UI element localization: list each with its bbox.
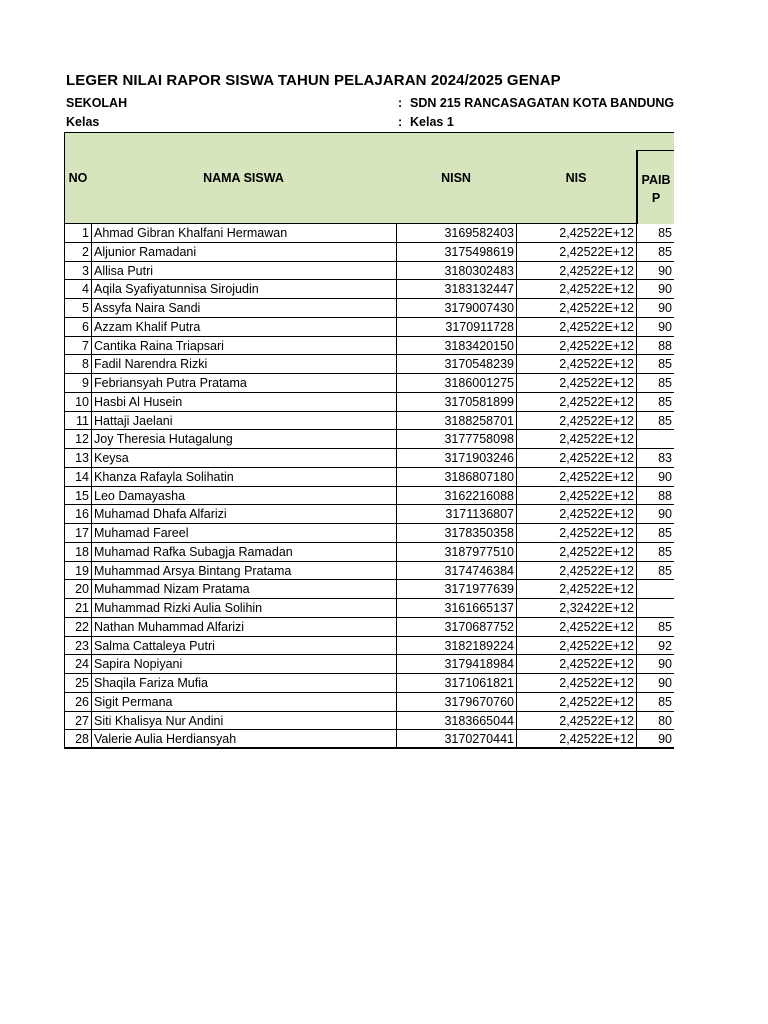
cell-no[interactable]: 21 xyxy=(64,599,92,618)
cell-no[interactable]: 16 xyxy=(64,505,92,524)
cell-paibp[interactable]: 85 xyxy=(637,562,674,581)
cell-nis[interactable]: 2,42522E+12 xyxy=(517,280,637,299)
cell-paibp[interactable] xyxy=(637,580,674,599)
cell-nis[interactable]: 2,42522E+12 xyxy=(517,262,637,281)
cell-nis[interactable]: 2,42522E+12 xyxy=(517,674,637,693)
cell-nama-siswa[interactable]: Joy Theresia Hutagalung xyxy=(92,430,397,449)
table-row xyxy=(64,543,674,562)
table-row xyxy=(64,505,674,524)
cell-nis[interactable]: 2,42522E+12 xyxy=(517,299,637,318)
cell-nama-siswa[interactable]: Leo Damayasha xyxy=(92,487,397,506)
table-row xyxy=(64,430,674,449)
cell-nisn[interactable]: 3170581899 xyxy=(397,393,517,412)
cell-no[interactable]: 24 xyxy=(64,655,92,674)
cell-no[interactable]: 10 xyxy=(64,393,92,412)
cell-nisn[interactable]: 3170911728 xyxy=(397,318,517,337)
cell-nama-siswa[interactable]: Hattaji Jaelani xyxy=(92,412,397,431)
cell-nisn[interactable]: 3171903246 xyxy=(397,449,517,468)
cell-paibp[interactable]: 85 xyxy=(637,243,674,262)
cell-nisn[interactable]: 3170270441 xyxy=(397,730,517,749)
table-row xyxy=(64,318,674,337)
school-colon: : xyxy=(398,96,403,110)
cell-nama-siswa[interactable]: Nathan Muhammad Alfarizi xyxy=(92,618,397,637)
cell-no[interactable]: 6 xyxy=(64,318,92,337)
cell-nis[interactable]: 2,42522E+12 xyxy=(517,487,637,506)
cell-no[interactable]: 1 xyxy=(64,224,92,243)
cell-paibp[interactable]: 90 xyxy=(637,280,674,299)
cell-nisn[interactable]: 3187977510 xyxy=(397,543,517,562)
cell-nis[interactable]: 2,42522E+12 xyxy=(517,730,637,749)
cell-nama-siswa[interactable]: Siti Khalisya Nur Andini xyxy=(92,712,397,731)
cell-paibp[interactable]: 85 xyxy=(637,355,674,374)
table-row xyxy=(64,730,674,749)
cell-no[interactable]: 5 xyxy=(64,299,92,318)
cell-paibp[interactable]: 92 xyxy=(637,637,674,656)
cell-nama-siswa[interactable]: Assyfa Naira Sandi xyxy=(92,299,397,318)
cell-no[interactable]: 25 xyxy=(64,674,92,693)
class-value: Kelas 1 xyxy=(410,115,454,129)
cell-no[interactable]: 23 xyxy=(64,637,92,656)
header-group-strip xyxy=(636,132,674,150)
cell-nisn[interactable]: 3162216088 xyxy=(397,487,517,506)
cell-nis[interactable]: 2,42522E+12 xyxy=(517,562,637,581)
cell-nis[interactable]: 2,42522E+12 xyxy=(517,637,637,656)
cell-nis[interactable]: 2,42522E+12 xyxy=(517,374,637,393)
cell-nisn[interactable]: 3175498619 xyxy=(397,243,517,262)
table-row xyxy=(64,693,674,712)
cell-paibp[interactable]: 90 xyxy=(637,299,674,318)
table-row xyxy=(64,655,674,674)
cell-nisn[interactable]: 3179670760 xyxy=(397,693,517,712)
cell-no[interactable]: 28 xyxy=(64,730,92,749)
cell-nis[interactable]: 2,42522E+12 xyxy=(517,355,637,374)
cell-nama-siswa[interactable]: Khanza Rafayla Solihatin xyxy=(92,468,397,487)
cell-nama-siswa[interactable]: Sigit Permana xyxy=(92,693,397,712)
cell-no[interactable]: 14 xyxy=(64,468,92,487)
cell-paibp[interactable]: 90 xyxy=(637,318,674,337)
cell-no[interactable]: 12 xyxy=(64,430,92,449)
cell-nama-siswa[interactable]: Shaqila Fariza Mufia xyxy=(92,674,397,693)
cell-nisn[interactable]: 3183420150 xyxy=(397,337,517,356)
cell-nama-siswa[interactable]: Hasbi Al Husein xyxy=(92,393,397,412)
class-colon: : xyxy=(398,115,403,129)
cell-nama-siswa[interactable]: Cantika Raina Triapsari xyxy=(92,337,397,356)
cell-paibp[interactable] xyxy=(637,430,674,449)
table-row xyxy=(64,580,674,599)
table-row xyxy=(64,487,674,506)
cell-paibp[interactable]: 80 xyxy=(637,712,674,731)
document-title: LEGER NILAI RAPOR SISWA TAHUN PELAJARAN 2024/2025 GENAP xyxy=(66,72,561,89)
header-nisn[interactable] xyxy=(396,132,517,224)
cell-nama-siswa[interactable]: Aqila Syafiyatunnisa Sirojudin xyxy=(92,280,397,299)
cell-paibp[interactable]: 85 xyxy=(637,374,674,393)
cell-nama-siswa[interactable]: Azzam Khalif Putra xyxy=(92,318,397,337)
cell-nama-siswa[interactable]: Muhammad Rizki Aulia Solihin xyxy=(92,599,397,618)
cell-no[interactable]: 19 xyxy=(64,562,92,581)
cell-nisn[interactable]: 3186807180 xyxy=(397,468,517,487)
school-value: SDN 215 RANCASAGATAN KOTA BANDUNG xyxy=(410,96,675,110)
cell-nisn[interactable]: 3171977639 xyxy=(397,580,517,599)
cell-nisn[interactable]: 3182189224 xyxy=(397,637,517,656)
table-row xyxy=(64,618,674,637)
cell-no[interactable]: 26 xyxy=(64,693,92,712)
cell-no[interactable]: 20 xyxy=(64,580,92,599)
cell-paibp[interactable]: 85 xyxy=(637,393,674,412)
cell-paibp[interactable]: 85 xyxy=(637,524,674,543)
cell-no[interactable]: 11 xyxy=(64,412,92,431)
cell-nisn[interactable]: 3183665044 xyxy=(397,712,517,731)
table-row xyxy=(64,280,674,299)
cell-nisn[interactable]: 3186001275 xyxy=(397,374,517,393)
cell-no[interactable]: 22 xyxy=(64,618,92,637)
cell-nama-siswa[interactable]: Ahmad Gibran Khalfani Hermawan xyxy=(92,224,397,243)
cell-no[interactable]: 13 xyxy=(64,449,92,468)
cell-nisn[interactable]: 3177758098 xyxy=(397,430,517,449)
table-row xyxy=(64,374,674,393)
cell-no[interactable]: 27 xyxy=(64,712,92,731)
cell-nis[interactable]: 2,42522E+12 xyxy=(517,412,637,431)
header-paibp[interactable] xyxy=(637,150,674,224)
header-paibp-label: PAIB P xyxy=(641,172,671,205)
cell-nis[interactable]: 2,42522E+12 xyxy=(517,393,637,412)
cell-nisn[interactable]: 3161665137 xyxy=(397,599,517,618)
cell-nisn[interactable]: 3171136807 xyxy=(397,505,517,524)
header-nis-label: NIS xyxy=(565,171,587,185)
cell-no[interactable]: 4 xyxy=(64,280,92,299)
cell-no[interactable]: 7 xyxy=(64,337,92,356)
cell-no[interactable]: 8 xyxy=(64,355,92,374)
cell-nis[interactable]: 2,42522E+12 xyxy=(517,580,637,599)
cell-nama-siswa[interactable]: Aljunior Ramadani xyxy=(92,243,397,262)
header-nisn-label: NISN xyxy=(441,171,471,185)
cell-nis[interactable]: 2,32422E+12 xyxy=(517,599,637,618)
table-row xyxy=(64,637,674,656)
cell-nis[interactable]: 2,42522E+12 xyxy=(517,337,637,356)
cell-paibp[interactable]: 85 xyxy=(637,693,674,712)
table-row xyxy=(64,712,674,731)
header-no[interactable] xyxy=(64,132,92,224)
table-row xyxy=(64,468,674,487)
cell-nis[interactable]: 2,42522E+12 xyxy=(517,224,637,243)
cell-paibp[interactable]: 90 xyxy=(637,505,674,524)
cell-nisn[interactable]: 3178350358 xyxy=(397,524,517,543)
cell-nis[interactable]: 2,42522E+12 xyxy=(517,543,637,562)
cell-nisn[interactable]: 3179418984 xyxy=(397,655,517,674)
cell-paibp[interactable]: 88 xyxy=(637,487,674,506)
cell-no[interactable]: 3 xyxy=(64,262,92,281)
table-row xyxy=(64,355,674,374)
cell-nisn[interactable]: 3180302483 xyxy=(397,262,517,281)
cell-paibp[interactable]: 90 xyxy=(637,730,674,749)
class-label: Kelas xyxy=(66,115,100,129)
header-nama-label: NAMA SISWA xyxy=(203,171,284,185)
table-row xyxy=(64,224,674,243)
cell-nisn[interactable]: 3169582403 xyxy=(397,224,517,243)
table-row xyxy=(64,243,674,262)
cell-nis[interactable]: 2,42522E+12 xyxy=(517,618,637,637)
cell-no[interactable]: 9 xyxy=(64,374,92,393)
cell-nis[interactable]: 2,42522E+12 xyxy=(517,430,637,449)
table-row xyxy=(64,299,674,318)
table-row xyxy=(64,524,674,543)
cell-nisn[interactable]: 3183132447 xyxy=(397,280,517,299)
school-label: SEKOLAH xyxy=(66,96,128,110)
header-nis[interactable] xyxy=(516,132,637,224)
table-row xyxy=(64,674,674,693)
cell-paibp[interactable]: 90 xyxy=(637,468,674,487)
cell-nisn[interactable]: 3170548239 xyxy=(397,355,517,374)
header-nama-siswa[interactable] xyxy=(91,132,397,224)
cell-nisn[interactable]: 3179007430 xyxy=(397,299,517,318)
table-row xyxy=(64,412,674,431)
cell-nis[interactable]: 2,42522E+12 xyxy=(517,712,637,731)
cell-paibp[interactable]: 85 xyxy=(637,412,674,431)
cell-nama-siswa[interactable]: Salma Cattaleya Putri xyxy=(92,637,397,656)
cell-paibp[interactable]: 85 xyxy=(637,618,674,637)
cell-paibp[interactable]: 83 xyxy=(637,449,674,468)
cell-nama-siswa[interactable]: Febriansyah Putra Pratama xyxy=(92,374,397,393)
cell-paibp[interactable]: 90 xyxy=(637,674,674,693)
cell-nisn[interactable]: 3171061821 xyxy=(397,674,517,693)
cell-nama-siswa[interactable]: Keysa xyxy=(92,449,397,468)
cell-paibp[interactable]: 85 xyxy=(637,543,674,562)
cell-nama-siswa[interactable]: Fadil Narendra Rizki xyxy=(92,355,397,374)
cell-paibp[interactable]: 90 xyxy=(637,262,674,281)
cell-nis[interactable]: 2,42522E+12 xyxy=(517,524,637,543)
table-row xyxy=(64,262,674,281)
student-table-body xyxy=(64,224,674,749)
table-row xyxy=(64,562,674,581)
cell-paibp[interactable]: 85 xyxy=(637,224,674,243)
cell-nis[interactable]: 2,42522E+12 xyxy=(517,505,637,524)
cell-nis[interactable]: 2,42522E+12 xyxy=(517,468,637,487)
table-row xyxy=(64,337,674,356)
cell-paibp[interactable] xyxy=(637,599,674,618)
cell-nis[interactable]: 2,42522E+12 xyxy=(517,243,637,262)
cell-nama-siswa[interactable]: Sapira Nopiyani xyxy=(92,655,397,674)
cell-nis[interactable]: 2,42522E+12 xyxy=(517,655,637,674)
header-no-label: NO xyxy=(68,171,88,185)
cell-nis[interactable]: 2,42522E+12 xyxy=(517,449,637,468)
cell-nisn[interactable]: 3170687752 xyxy=(397,618,517,637)
cell-nama-siswa[interactable]: Allisa Putri xyxy=(92,262,397,281)
cell-nama-siswa[interactable]: Muhamad Rafka Subagja Ramadan xyxy=(92,543,397,562)
cell-no[interactable]: 2 xyxy=(64,243,92,262)
cell-nisn[interactable]: 3174746384 xyxy=(397,562,517,581)
cell-nama-siswa[interactable]: Muhamad Fareel xyxy=(92,524,397,543)
cell-nama-siswa[interactable]: Muhammad Nizam Pratama xyxy=(92,580,397,599)
cell-nama-siswa[interactable]: Muhamad Dhafa Alfarizi xyxy=(92,505,397,524)
table-row xyxy=(64,599,674,618)
table-row xyxy=(64,449,674,468)
cell-nama-siswa[interactable]: Muhammad Arsya Bintang Pratama xyxy=(92,562,397,581)
cell-nama-siswa[interactable]: Valerie Aulia Herdiansyah xyxy=(92,730,397,749)
cell-nisn[interactable]: 3188258701 xyxy=(397,412,517,431)
cell-paibp[interactable]: 88 xyxy=(637,337,674,356)
cell-no[interactable]: 18 xyxy=(64,543,92,562)
cell-nis[interactable]: 2,42522E+12 xyxy=(517,318,637,337)
cell-paibp[interactable]: 90 xyxy=(637,655,674,674)
cell-nis[interactable]: 2,42522E+12 xyxy=(517,693,637,712)
cell-no[interactable]: 17 xyxy=(64,524,92,543)
cell-no[interactable]: 15 xyxy=(64,487,92,506)
table-row xyxy=(64,393,674,412)
